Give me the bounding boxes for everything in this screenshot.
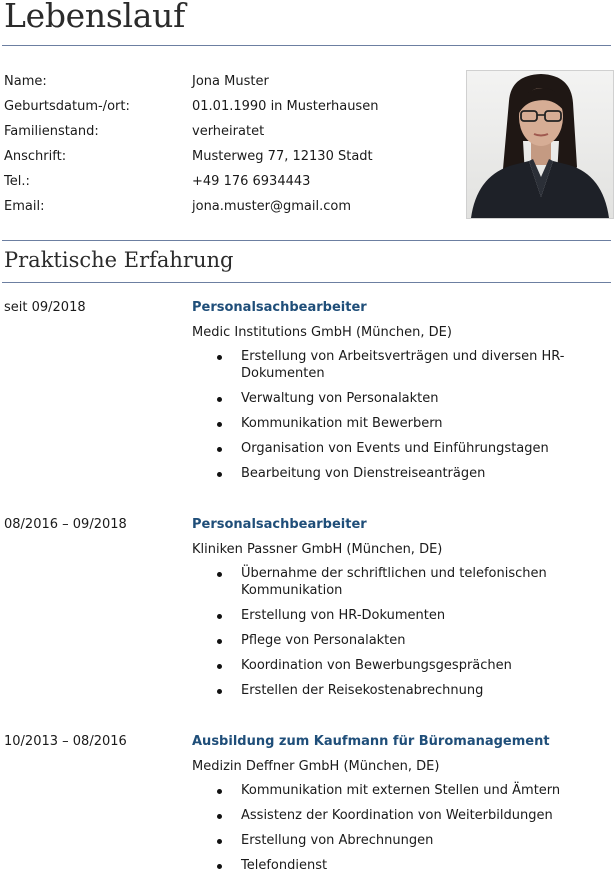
info-value: jona.muster@gmail.com bbox=[192, 199, 352, 214]
task-item bbox=[241, 465, 601, 482]
job-company: Medic Institutions GmbH (München, DE) bbox=[192, 325, 452, 340]
info-value: 01.01.1990 in Musterhausen bbox=[192, 99, 379, 114]
task-item bbox=[241, 348, 601, 382]
task-text: Assistenz der Koordination von Weiterbildungen bbox=[241, 808, 553, 823]
section-title: Praktische Erfahrung bbox=[4, 248, 234, 272]
task-text: Übernahme der schriftlichen und telefonischen Kommunikation bbox=[241, 566, 547, 598]
info-row-marital bbox=[4, 122, 444, 142]
job-company: Medizin Deffner GmbH (München, DE) bbox=[192, 759, 440, 774]
bullet-icon bbox=[217, 355, 222, 360]
info-value: Musterweg 77, 12130 Stadt bbox=[192, 149, 373, 164]
task-item bbox=[241, 657, 601, 674]
info-value: Jona Muster bbox=[192, 74, 269, 89]
task-item bbox=[241, 440, 601, 457]
task-item bbox=[241, 782, 601, 799]
info-row-name bbox=[4, 72, 444, 92]
task-text: Telefondienst bbox=[241, 858, 328, 873]
task-text: Organisation von Events und Einführungstagen bbox=[241, 441, 549, 456]
task-list bbox=[241, 565, 601, 707]
task-item bbox=[241, 607, 601, 624]
bullet-icon bbox=[217, 839, 222, 844]
job-position: Personalsachbearbeiter bbox=[192, 517, 367, 532]
bullet-icon bbox=[217, 864, 222, 869]
task-text: Pflege von Personalakten bbox=[241, 633, 406, 648]
task-list bbox=[241, 782, 601, 882]
task-item bbox=[241, 832, 601, 849]
profile-photo bbox=[466, 70, 614, 219]
info-label: Geburtsdatum-/ort: bbox=[4, 99, 130, 114]
task-text: Verwaltung von Personalakten bbox=[241, 391, 439, 406]
info-label: Familienstand: bbox=[4, 124, 99, 139]
info-row-email bbox=[4, 197, 444, 217]
task-text: Kommunikation mit externen Stellen und Ämtern bbox=[241, 783, 561, 798]
bullet-icon bbox=[217, 664, 222, 669]
task-list bbox=[241, 348, 601, 490]
job-date: 10/2013 – 08/2016 bbox=[4, 734, 127, 749]
bullet-icon bbox=[217, 447, 222, 452]
bullet-icon bbox=[217, 639, 222, 644]
section-divider-bottom bbox=[2, 282, 611, 283]
section-divider-top bbox=[2, 240, 611, 241]
bullet-icon bbox=[217, 472, 222, 477]
bullet-icon bbox=[217, 789, 222, 794]
job-date: seit 09/2018 bbox=[4, 300, 86, 315]
job-position: Ausbildung zum Kaufmann für Büromanagement bbox=[192, 734, 550, 749]
info-label: Email: bbox=[4, 199, 45, 214]
page-title: Lebenslauf bbox=[4, 0, 185, 35]
info-label: Name: bbox=[4, 74, 47, 89]
task-item bbox=[241, 415, 601, 432]
bullet-icon bbox=[217, 689, 222, 694]
info-value: verheiratet bbox=[192, 124, 265, 139]
bullet-icon bbox=[217, 422, 222, 427]
task-text: Koordination von Bewerbungsgesprächen bbox=[241, 658, 512, 673]
info-label: Anschrift: bbox=[4, 149, 67, 164]
bullet-icon bbox=[217, 614, 222, 619]
info-label: Tel.: bbox=[4, 174, 30, 189]
task-item bbox=[241, 632, 601, 649]
task-item bbox=[241, 390, 601, 407]
task-item bbox=[241, 682, 601, 699]
info-row-phone bbox=[4, 172, 444, 192]
task-text: Kommunikation mit Bewerbern bbox=[241, 416, 443, 431]
info-value: +49 176 6934443 bbox=[192, 174, 311, 189]
info-row-birth bbox=[4, 97, 444, 117]
bullet-icon bbox=[217, 814, 222, 819]
task-item bbox=[241, 857, 601, 874]
task-text: Erstellung von Arbeitsverträgen und diversen HR-Dokumenten bbox=[241, 349, 565, 381]
job-position: Personalsachbearbeiter bbox=[192, 300, 367, 315]
task-text: Erstellung von HR-Dokumenten bbox=[241, 608, 446, 623]
job-company: Kliniken Passner GmbH (München, DE) bbox=[192, 542, 443, 557]
bullet-icon bbox=[217, 397, 222, 402]
bullet-icon bbox=[217, 572, 222, 577]
task-text: Bearbeitung von Dienstreiseanträgen bbox=[241, 466, 486, 481]
task-text: Erstellen der Reisekostenabrechnung bbox=[241, 683, 484, 698]
info-row-address bbox=[4, 147, 444, 167]
task-text: Erstellung von Abrechnungen bbox=[241, 833, 434, 848]
job-date: 08/2016 – 09/2018 bbox=[4, 517, 127, 532]
title-divider bbox=[2, 45, 611, 46]
task-item bbox=[241, 565, 601, 599]
task-item bbox=[241, 807, 601, 824]
